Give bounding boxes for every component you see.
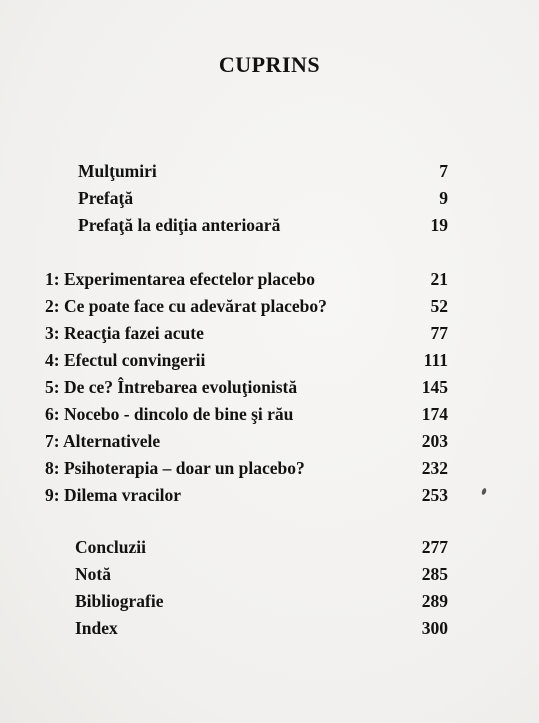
toc-entry-page: 9: [439, 188, 448, 208]
toc-entry-page: 253: [421, 485, 448, 505]
page-title: CUPRINS: [218, 52, 321, 77]
toc-entry-page: 145: [421, 377, 448, 397]
toc-entry-label: 4: Efectul convingerii: [45, 350, 206, 370]
toc-entry-label: Prefaţă: [78, 188, 134, 208]
toc-entry-label: 7: Alternativele: [45, 431, 161, 451]
toc-entry-label: 1: Experimentarea efectelor placebo: [45, 269, 316, 289]
toc-entry-label: Concluzii: [75, 537, 146, 557]
toc-entry-label: 3: Reacţia fazei acute: [45, 323, 204, 343]
toc-entry-label: Index: [75, 618, 118, 638]
toc-entry-page: 289: [421, 591, 448, 611]
toc-entry-page: 232: [421, 458, 448, 478]
toc-entry-page: 21: [430, 269, 448, 289]
toc-entry-page: 277: [421, 537, 448, 557]
toc-entry-label: 6: Nocebo - dincolo de bine şi rău: [45, 404, 294, 424]
toc-entry-label: Mulţumiri: [78, 161, 157, 181]
toc-entry-page: 19: [430, 215, 448, 235]
toc-entry-label: Bibliografie: [75, 591, 164, 611]
toc-entry-label: 8: Psihoterapia – doar un placebo?: [45, 458, 305, 478]
toc-entry-page: 300: [421, 618, 448, 638]
toc-entry-page: 174: [421, 404, 448, 424]
toc-entry-page: 111: [423, 350, 448, 370]
toc-entry-page: 203: [421, 431, 448, 451]
toc-entry-label: Notă: [75, 564, 111, 584]
toc-entry-label: 5: De ce? Întrebarea evoluţionistă: [45, 377, 298, 397]
toc-entry-page: 7: [439, 161, 448, 181]
ink-speck: [481, 488, 487, 496]
toc-entry-page: 77: [430, 323, 448, 343]
toc-entry-page: 52: [430, 296, 448, 316]
toc-entry-label: 2: Ce poate face cu adevărat placebo?: [45, 296, 327, 316]
toc-entry-label: 9: Dilema vracilor: [45, 485, 182, 505]
toc-entry-label: Prefaţă la ediţia anterioară: [78, 215, 281, 235]
toc-entry-page: 285: [421, 564, 448, 584]
